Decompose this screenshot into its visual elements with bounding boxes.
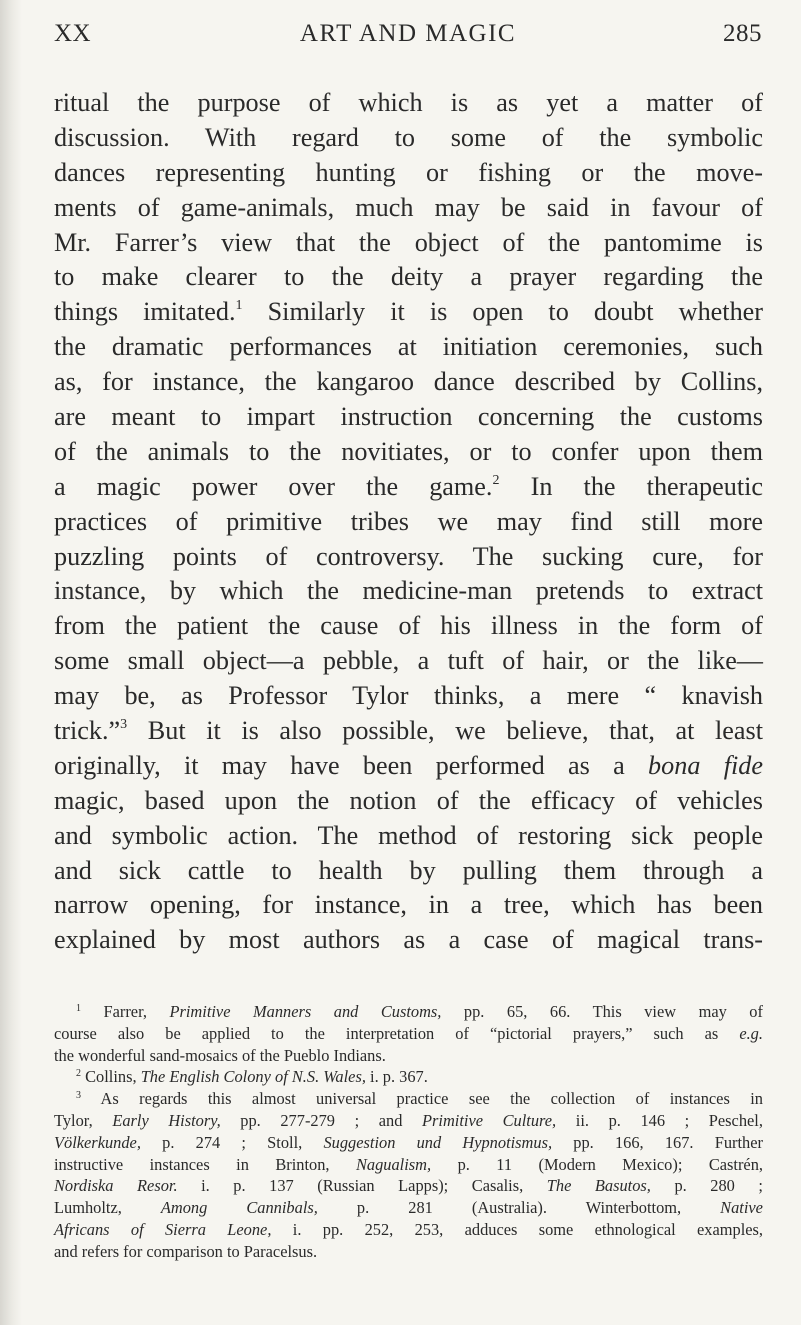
text-segment: trick.” [54,716,121,746]
footnote-line [54,1132,763,1154]
italic-title: Among Cannibals, [160,1198,318,1218]
footnote-line [54,1088,763,1110]
italic-title: Primitive Culture, [422,1110,557,1130]
chapter-number: XX [54,20,92,47]
footnote-line [54,1110,763,1132]
text-segment: p. 274 ; Stoll, [162,1132,303,1152]
italic-title: Nagualism, [355,1154,432,1174]
text-line: ments of game-animals, much may be said in favour of [54,192,763,222]
italic-title: Early History, [112,1110,221,1130]
running-title: ART AND MAGIC [299,20,517,47]
footnote-line [54,1219,763,1241]
text-line: explained by most authors as a case of magical trans- [54,925,763,955]
text-line: puzzling points of controversy. The sucking cure, for [54,541,763,571]
text-line: are meant to impart instruction concerning the customs [54,402,763,432]
text-line: may be, as Professor Tylor thinks, a mere “ knavish [54,681,763,711]
text-segment: p. 281 (Australia). Winterbottom, [356,1198,682,1218]
footnote-line [54,1241,763,1263]
text-line: and sick cattle to health by pulling them through a [54,855,763,885]
text-segment: Similarly it is open to doubt whether [267,297,764,327]
text-segment: Tylor, [54,1110,93,1130]
text-line: the dramatic performances at initiation ceremonies, such [54,332,763,362]
text-line: as, for instance, the kangaroo dance described by Collins, [54,367,763,397]
text-line: magic, based upon the notion of the efficacy of vehicles [54,785,763,815]
text-segment: instructive instances in Brinton, [54,1154,330,1174]
footnote-number: 1 [76,1003,81,1014]
text-line: practices of primitive tribes we may find still more [54,506,763,536]
footnote-number: 2 [76,1068,81,1080]
italic-title: Native [720,1198,763,1218]
text-segment: i. p. 367. [370,1067,428,1087]
text-line: ritual the purpose of which is as yet a matter of [54,88,763,117]
italic-title: Nordiska Resor. [54,1176,178,1196]
text-segment: things imitated. [54,297,236,327]
text-line: discussion. With regard to some of the symbolic [54,122,763,152]
text-line [54,749,763,784]
text-segment: and refers for comparison to Paracelsus. [54,1241,318,1261]
text-line: and symbolic action. The method of restoring sick people [54,820,763,850]
text-segment: the wonderful sand-mosaics of the Pueblo Indians. [54,1045,386,1065]
italic-title: The English Colony of N.S. Wales, [140,1067,366,1087]
text-segment: But it is also possible, we believe, that, at least [147,716,763,746]
text-line: of the animals to the novitiates, or to confer upon them [54,436,763,466]
footnote-line [54,1066,763,1088]
text-line: instance, by which the medicine-man pretends to extract [54,576,763,606]
text-line: narrow opening, for instance, in a tree, which has been [54,890,763,920]
text-line [54,714,763,749]
italic-title: The Basutos, [546,1176,651,1196]
text-line: Mr. Farrer’s view that the object of the pantomime is [54,227,763,257]
text-segment: originally, it may have been performed as a [54,750,625,780]
italic-title: Primitive Manners and Customs, [169,1002,442,1021]
text-line [54,470,763,505]
text-segment: As regards this almost universal practice see the collection of instances in [100,1089,763,1109]
footnote-ref: 2 [492,472,500,488]
text-segment: Lumholtz, [54,1198,122,1218]
footnote-line [54,1154,763,1176]
text-segment: pp. 277-279 ; and [240,1110,403,1130]
text-line: dances representing hunting or fishing or the move- [54,157,763,187]
footnote-ref: 3 [120,717,128,733]
italic-phrase: bona fide [648,750,763,780]
text-segment: Collins, [85,1067,137,1087]
footnote-ref: 1 [235,298,243,314]
text-line: some small object—a pebble, a tuft of hair, or the like— [54,646,763,676]
text-line: from the patient the cause of his illness in the form of [54,611,763,641]
footnote-number: 3 [76,1090,81,1102]
text-line [54,295,763,330]
text-segment: course also be applied to the interpretation of “pictorial prayers,” such as [54,1023,719,1043]
text-segment: i. p. 137 (Russian Lapps); Casalis, [201,1176,524,1196]
text-segment: p. 280 ; [674,1176,763,1196]
footnote-line [54,1175,763,1197]
text-line: to make clearer to the deity a prayer regarding the [54,262,763,292]
footnote-line [54,1045,763,1067]
footnote-line [54,1023,763,1045]
text-segment: Farrer, [103,1002,147,1021]
italic-title: Suggestion und Hypnotismus, [323,1132,553,1152]
text-segment: ii. p. 146 ; Peschel, [575,1110,763,1130]
italic-title: Völkerkunde, [54,1132,141,1152]
text-segment: pp. 166, 167. Further [573,1132,763,1152]
text-segment: i. pp. 252, 253, adduces some ethnological examples, [292,1219,763,1239]
italic-abbrev: e.g. [739,1023,763,1043]
text-segment: a magic power over the game. [54,471,493,501]
footnotes [54,1001,763,1263]
text-segment: pp. 65, 66. This view may of [463,1002,763,1021]
body-text [54,86,763,958]
italic-title: Africans of Sierra Leone, [54,1219,272,1239]
page-edge-shadow [0,0,22,1325]
footnote-line [54,1197,763,1219]
text-segment: p. 11 (Modern Mexico); Castrén, [457,1154,763,1174]
page-number: 285 [723,20,762,47]
text-segment: In the therapeutic [530,471,763,501]
footnote-line [54,1001,763,1023]
running-head [54,20,762,60]
